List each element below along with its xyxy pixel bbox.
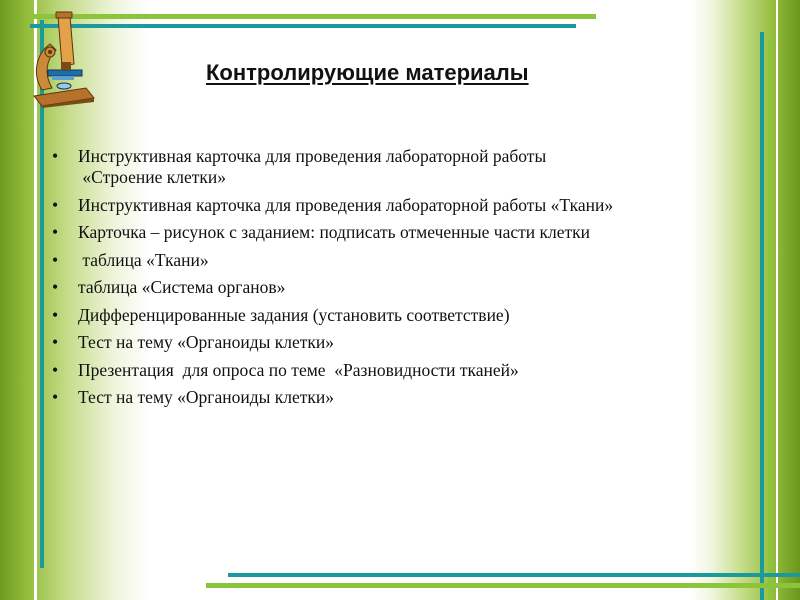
list-item: • таблица «Система органов» bbox=[52, 277, 712, 298]
list-item: • Тест на тему «Органоиды клетки» bbox=[52, 387, 712, 408]
list-item: • Дифференцированные задания (установить соответствие) bbox=[52, 305, 712, 326]
decor-line-right-teal bbox=[760, 32, 764, 600]
microscope-icon bbox=[28, 8, 98, 108]
list-item: • таблица «Ткани» bbox=[52, 250, 712, 271]
list-item: • Тест на тему «Органоиды клетки» bbox=[52, 332, 712, 353]
decor-line-right-white bbox=[776, 0, 778, 600]
list-item: • Карточка – рисунок с заданием: подписать отмеченные части клетки bbox=[52, 222, 712, 243]
materials-list bbox=[52, 146, 712, 415]
decor-line-top-green bbox=[30, 14, 596, 19]
decor-line-top-teal bbox=[30, 24, 576, 28]
decor-line-right-green bbox=[768, 40, 772, 600]
decor-line-bottom-teal bbox=[228, 573, 800, 577]
list-item: • Инструктивная карточка для проведения лабораторной работы «Ткани» bbox=[52, 195, 712, 216]
list-item: • Инструктивная карточка для проведения лабораторной работы «Строение клетки» bbox=[52, 146, 712, 188]
decor-line-bottom-green bbox=[206, 583, 800, 588]
slide-title: Контролирующие материалы bbox=[206, 60, 529, 85]
list-item: • Презентация для опроса по теме «Разновидности тканей» bbox=[52, 360, 712, 381]
